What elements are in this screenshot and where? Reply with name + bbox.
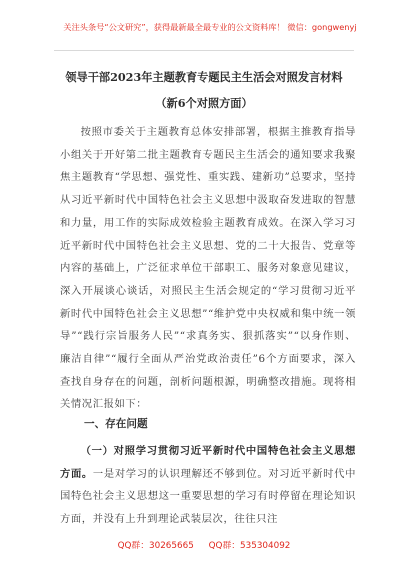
subsection-heading: （一）对照学习贯彻习近平新时代中国特色社会主义思想方面。	[60, 445, 356, 480]
document-subtitle: （新6个对照方面）	[155, 96, 253, 110]
header-divider	[54, 50, 354, 51]
promo-header	[0, 0, 408, 50]
intro-paragraph: 按照市委关于主题教育总体安排部署，根据主推教育指导小组关于开好第二批主题教育专题民主生活会的通知要求我聚焦主题教育“学思想、强党性、重实践、建新功”总要求，坚持从习近平新时代中国特色社会主义思想中汲取奋发进取的智慧和力量，用工作的实际成效检验主题教育成效。在深入学习习近平新时代中国特色社会主义思想、党的二十大报告、党章等内容的基础上，广泛征求单位干部职工、服务对象意见建议，深入开展谈心谈话，对照民主生活会规定的“学习贯彻习近平新时代中国特色社会主义思想”“维护党中央权威和集中统一领导”“践行宗旨服务人民”“求真务实、狠抓落实”“以身作则、廉洁自律”“履行全面从严治党政治责任”6个方面要求，深入查找自身存在的问题，剖析问题根源，明确整改措施。现将相关情况汇报如下：	[60, 126, 356, 411]
section-heading: 一、存在问题	[84, 418, 148, 430]
qq-group-2: QQ群：535304092	[208, 541, 291, 551]
document-title: 领导干部2023年主题教育专题民主生活会对照发言材料	[65, 70, 343, 84]
qq-footer	[0, 538, 408, 551]
promo-header-text: 关注头条号“公文研究”，获得最新最全最专业的公文资料库！ 微信：gongwenyj	[63, 22, 357, 32]
qq-group-1: QQ群：30265665	[117, 541, 194, 551]
subsection-paragraph	[60, 440, 356, 531]
subsection-text: 一是对学习的认识理解还不够到位。对习近平新时代中国特色社会主义思想这一重要思想的学习有时停留在理论知识方面，并没有上升到理论武装层次，往往只注	[60, 467, 356, 526]
